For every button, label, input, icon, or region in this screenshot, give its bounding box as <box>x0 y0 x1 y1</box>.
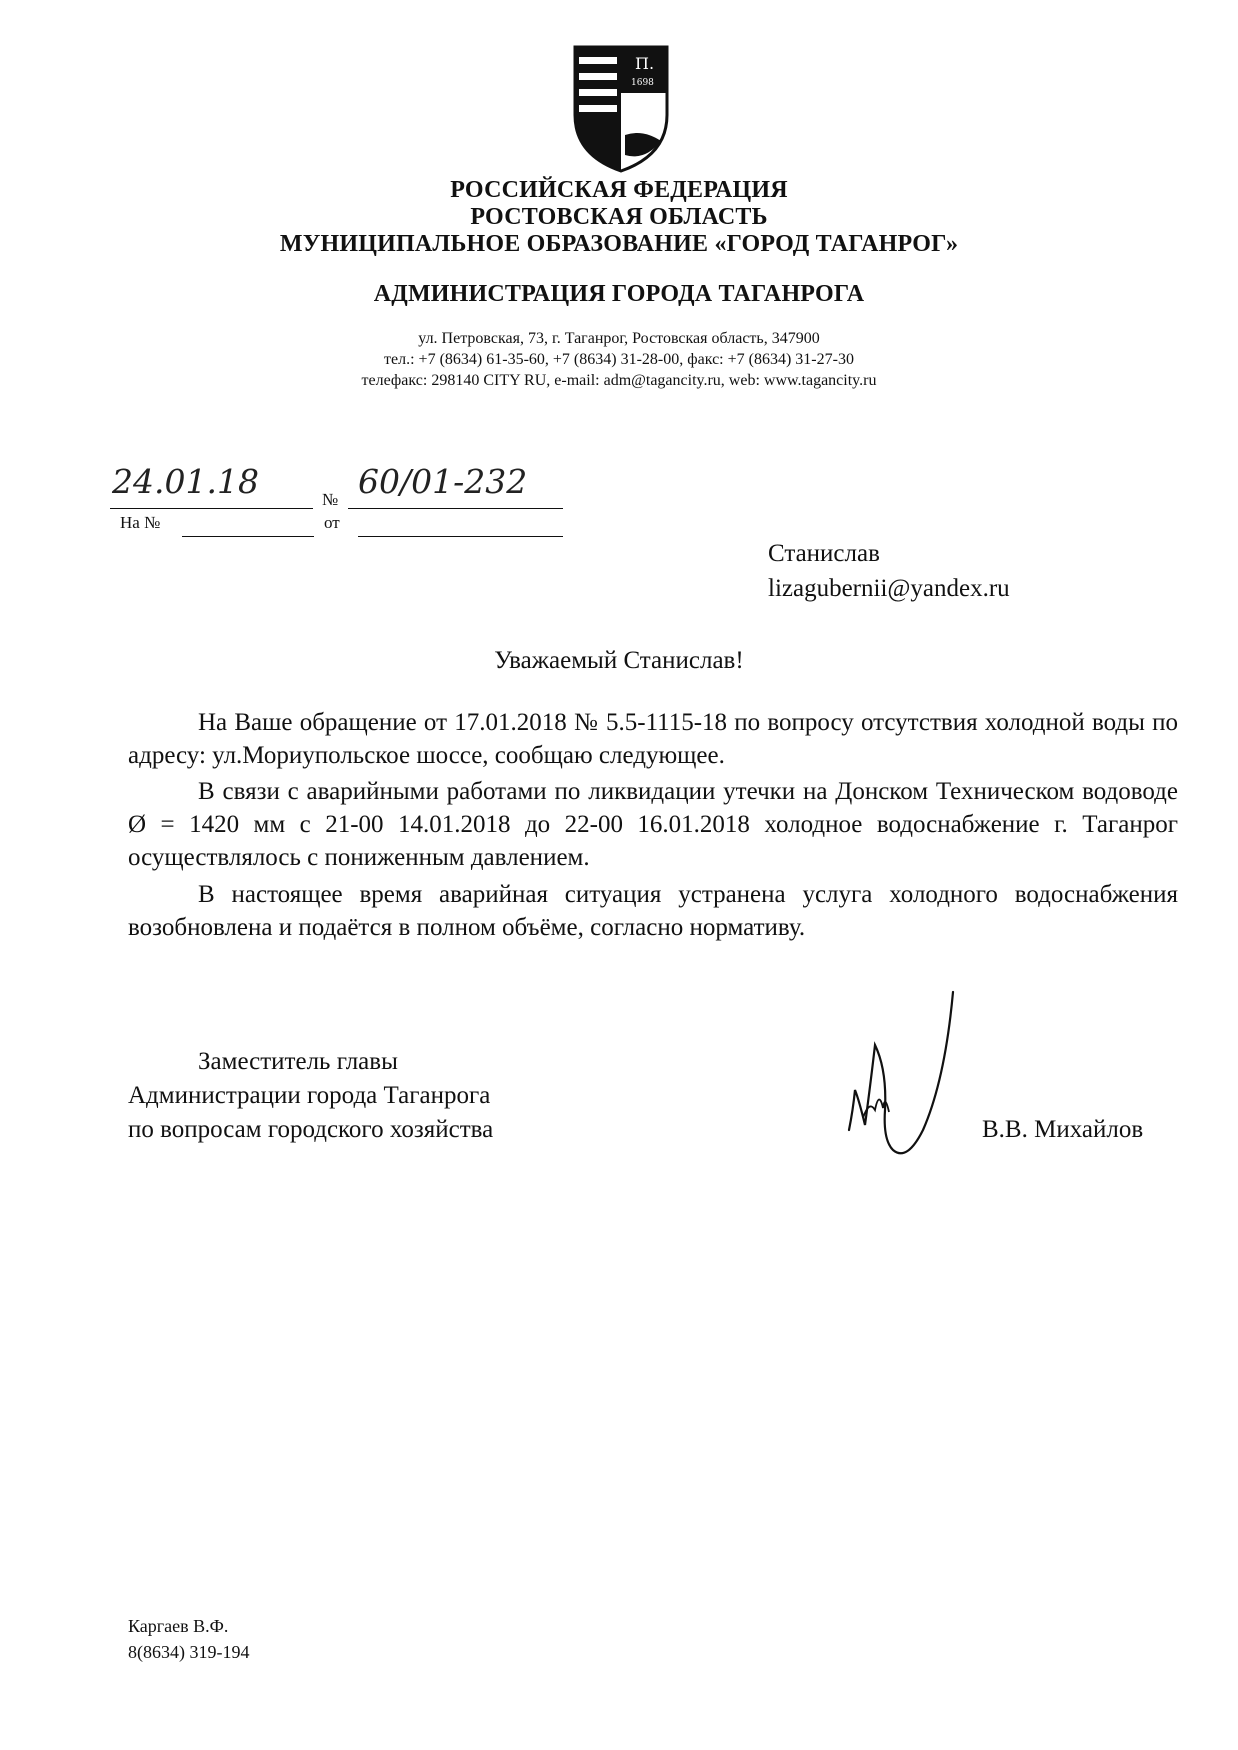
city-coat-of-arms-icon <box>573 45 669 173</box>
header-region: РОСТОВСКАЯ ОБЛАСТЬ <box>470 204 768 230</box>
signature-position-line-3: по вопросам городского хозяйства <box>128 1116 494 1143</box>
header-phones: тел.: +7 (8634) 61-35-60, +7 (8634) 31-28-00, факс: +7 (8634) 31-27-30 <box>384 351 854 368</box>
header-organization: АДМИНИСТРАЦИЯ ГОРОДА ТАГАНРОГА <box>373 281 865 307</box>
reference-from-line <box>358 536 563 537</box>
reference-label: На № <box>120 513 161 532</box>
emblem-letter: П. <box>635 54 655 73</box>
registration-number-line <box>348 508 563 509</box>
executor-name: Каргаев В.Ф. <box>128 1616 229 1636</box>
handwritten-signature-icon <box>845 990 965 1170</box>
emblem-year: 1698 <box>631 78 654 88</box>
registration-number: 60/01-232 <box>358 462 528 501</box>
signature-position-line-2: Администрации города Таганрога <box>128 1082 491 1109</box>
recipient-email: lizagubernii@yandex.ru <box>768 575 1010 602</box>
paragraph-2: В связи с аварийными работами по ликвидации утечки на Донском Техническом водоводе Ø = 1420 мм с 21-00 14.01.2018 до 22-00 16.01.2018 холодное водоснабжение г. Таганрог осуществлялось с пониженным давлением. <box>128 778 1178 871</box>
header-address: ул. Петровская, 73, г. Таганрог, Ростовская область, 347900 <box>418 330 820 347</box>
registration-date-line <box>110 508 313 509</box>
paragraph-3: В настоящее время аварийная ситуация устранена услуга холодного водоснабжения возобновлена и подаётся в полном объёме, согласно нормативу. <box>128 881 1178 941</box>
reference-line <box>182 536 314 537</box>
signature-name: В.В. Михайлов <box>982 1116 1144 1143</box>
header-country: РОССИЙСКАЯ ФЕДЕРАЦИЯ <box>450 177 788 203</box>
salutation: Уважаемый Станислав! <box>494 647 744 674</box>
header-municipality: МУНИЦИПАЛЬНОЕ ОБРАЗОВАНИЕ «ГОРОД ТАГАНРОГ» <box>279 231 959 257</box>
reference-from-label: от <box>324 513 340 532</box>
registration-number-label: № <box>322 490 339 509</box>
signature-position-line-1: Заместитель главы <box>198 1048 398 1075</box>
header-contacts: телефакс: 298140 CITY RU, e-mail: adm@tagancity.ru, web: www.tagancity.ru <box>361 372 877 389</box>
recipient-name: Станислав <box>768 540 880 567</box>
paragraph-1: На Ваше обращение от 17.01.2018 № 5.5-1115-18 по вопросу отсутствия холодной воды по адресу: ул.Мориупольское шоссе, сообщаю следующее. <box>128 709 1178 769</box>
executor-phone: 8(8634) 319-194 <box>128 1642 250 1662</box>
registration-date: 24.01.18 <box>112 462 259 501</box>
